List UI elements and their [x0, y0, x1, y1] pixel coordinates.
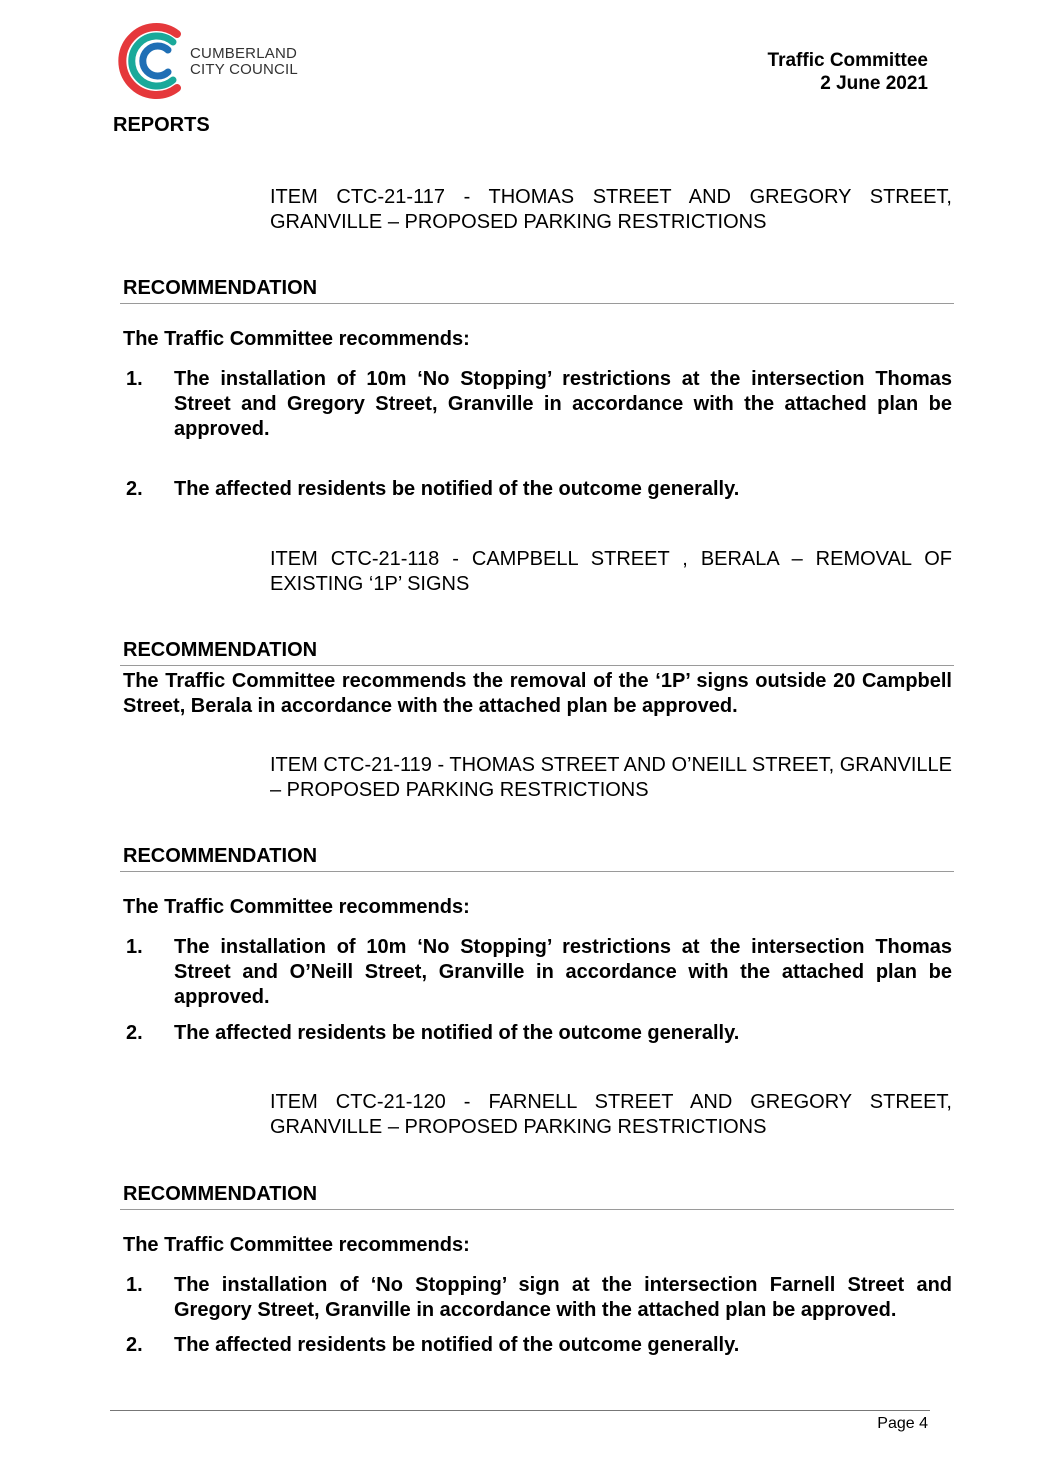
list-number: 1.: [126, 1274, 143, 1296]
page-number: Page 4: [877, 1415, 928, 1432]
recommendation-paragraph: The Traffic Committee recommends the removal of the ‘1P’ signs outside 20 Campbell Street, Berala in accordance with the attached plan be approved.: [123, 670, 952, 717]
item-title: ITEM CTC-21-117 - THOMAS STREET AND GREGORY STREET, GRANVILLE – PROPOSED PARKING RESTRICTIONS: [270, 186, 952, 233]
list-item-text: The affected residents be notified of the outcome generally.: [174, 478, 740, 500]
item-title: ITEM CTC-21-120 - FARNELL STREET AND GREGORY STREET, GRANVILLE – PROPOSED PARKING RESTRICTIONS: [270, 1091, 952, 1138]
list-number: 2.: [126, 1334, 143, 1356]
meeting-date: 2 June 2021: [820, 73, 928, 94]
footer-divider: [110, 1410, 930, 1411]
recommendation-intro: The Traffic Committee recommends:: [123, 328, 470, 350]
list-number: 1.: [126, 368, 143, 390]
list-item-text: The installation of 10m ‘No Stopping’ restrictions at the intersection Thomas Street and Gregory Street, Granville in accordance with the attached plan be approved.: [174, 368, 952, 440]
list-item-text: The installation of 10m ‘No Stopping’ restrictions at the intersection Thomas Street and O’Neill Street, Granville in accordance with the attached plan be approved.: [174, 936, 952, 1008]
logo-line-2: CITY COUNCIL: [190, 61, 298, 78]
list-item-text: The affected residents be notified of the outcome generally.: [174, 1022, 740, 1044]
list-item: [126, 1273, 952, 1323]
list-number: 2.: [126, 478, 143, 500]
recommendation-intro: The Traffic Committee recommends:: [123, 896, 470, 918]
item-title: ITEM CTC-21-118 - CAMPBELL STREET , BERALA – REMOVAL OF EXISTING ‘1P’ SIGNS: [270, 548, 952, 595]
recommendation-heading: RECOMMENDATION: [120, 277, 954, 304]
recommendation-heading: RECOMMENDATION: [120, 639, 954, 666]
list-item: [126, 477, 952, 502]
council-logo-text: [190, 46, 298, 78]
list-item: [126, 367, 952, 442]
committee-name: Traffic Committee: [767, 50, 928, 71]
header-meta: [768, 49, 928, 95]
recommendation-heading: RECOMMENDATION: [120, 845, 954, 872]
list-item: [126, 935, 952, 1010]
section-label: REPORTS: [113, 114, 210, 136]
list-item-text: The installation of ‘No Stopping’ sign at the intersection Farnell Street and Gregory Street, Granville in accordance with the attached plan be approved.: [174, 1274, 952, 1321]
list-number: 2.: [126, 1022, 143, 1044]
logo-line-1: CUMBERLAND: [190, 45, 298, 62]
list-item-text: The affected residents be notified of the outcome generally.: [174, 1334, 740, 1356]
list-number: 1.: [126, 936, 143, 958]
council-logo-icon: [113, 20, 191, 102]
recommendation-heading: RECOMMENDATION: [120, 1183, 954, 1210]
list-item: [126, 1333, 952, 1358]
item-title: ITEM CTC-21-119 - THOMAS STREET AND O’NEILL STREET, GRANVILLE – PROPOSED PARKING RESTRICTIONS: [270, 754, 952, 801]
recommendation-intro: The Traffic Committee recommends:: [123, 1234, 470, 1256]
list-item: [126, 1021, 952, 1046]
